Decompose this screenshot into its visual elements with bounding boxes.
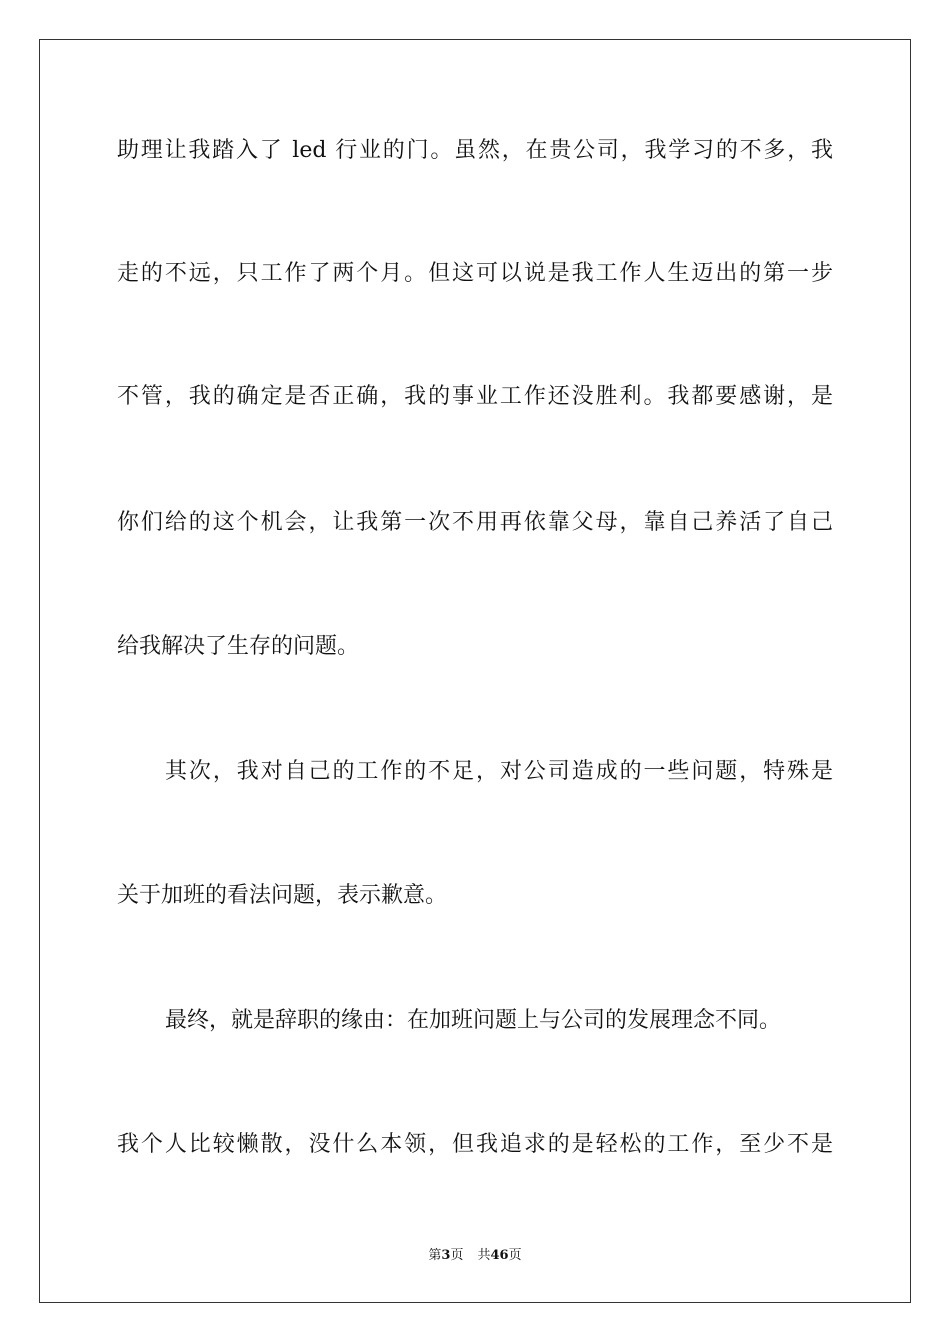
footer-page-suffix: 页 [450,1248,464,1263]
footer-total-suffix: 页 [508,1248,522,1263]
text-line-6: 其次，我对自己的工作的不足，对公司造成的一些问题，特殊是 [165,759,833,784]
page-border [39,39,911,1303]
text-line-4: 你们给的这个机会，让我第一次不用再依靠父母，靠自己养活了自己 [117,510,833,535]
text-line-8: 最终，就是辞职的缘由：在加班问题上与公司的发展理念不同。 [165,1008,782,1033]
footer-page-prefix: 第 [428,1248,442,1263]
footer-total-pages: 46 [490,1248,509,1263]
text-line-5: 给我解决了生存的问题。 [117,634,360,659]
text-line-9: 我个人比较懒散，没什么本领，但我追求的是轻松的工作，至少不是 [117,1132,833,1157]
page-footer [0,1247,950,1265]
text-line-1: 助理让我踏入了 led 行业的门。虽然，在贵公司，我学习的不多，我 [117,138,833,163]
text-line-2: 走的不远，只工作了两个月。但这可以说是我工作人生迈出的第一步 [117,261,833,286]
footer-page-number: 3 [441,1248,451,1263]
text-line-3: 不管，我的确定是否正确，我的事业工作还没胜利。我都要感谢，是 [117,384,833,409]
footer-total-prefix: 共 [477,1248,491,1263]
text-line-7: 关于加班的看法问题，表示歉意。 [117,883,448,908]
